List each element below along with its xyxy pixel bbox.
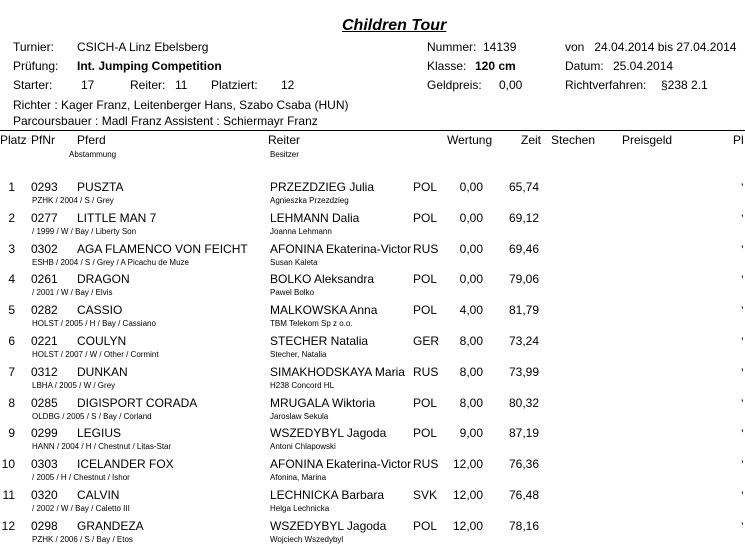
cell-pfnr: 0293	[31, 180, 58, 194]
datum-label: Datum:	[565, 59, 604, 73]
cell-pfnr: 0282	[31, 303, 58, 318]
col-abstammung: Abstammung	[69, 150, 117, 159]
cell-zeit: 81,79	[508, 303, 539, 318]
cell-pfnr: 0302	[31, 241, 58, 256]
cell-pferd: LITTLE MAN 7	[77, 210, 157, 225]
cell-abstammung: PZHK / 2006 / S / Bay / Etos	[32, 534, 133, 544]
cell-pl-mark: ’	[741, 273, 744, 288]
cell-nation: RUS	[413, 457, 439, 472]
cell-platz: 6	[8, 334, 15, 348]
cell-besitzer: Agnieszka Przezdzieg	[270, 196, 349, 205]
cell-wertung: 0,00	[459, 241, 483, 256]
cell-wertung: 8,00	[459, 364, 483, 379]
datum-value: 25.04.2014	[613, 59, 674, 73]
cell-pferd: DIGISPORT CORADA	[77, 395, 198, 410]
cell-pfnr: 0277	[31, 210, 58, 225]
cell-pfnr: 0285	[31, 395, 58, 410]
cell-pl-mark: ’	[741, 211, 744, 226]
cell-platz: 8	[8, 395, 15, 410]
cell-pferd: CALVIN	[77, 488, 120, 502]
nummer-value: 14139	[483, 40, 517, 54]
col-reiter: Reiter	[268, 133, 301, 147]
cell-zeit: 73,24	[508, 334, 539, 348]
cell-besitzer: Pawel Bolko	[270, 288, 315, 298]
cell-abstammung: ESHB / 2004 / S / Grey / A Picachu de Muze	[32, 257, 189, 267]
table-row	[0, 180, 745, 211]
cell-nation: POL	[413, 272, 438, 287]
cell-pferd: ICELANDER FOX	[77, 457, 174, 472]
cell-zeit: 76,36	[508, 457, 539, 472]
cell-pfnr: 0320	[31, 488, 58, 502]
cell-zeit: 87,19	[508, 426, 539, 441]
table-row	[0, 211, 745, 242]
cell-pfnr: 0303	[31, 457, 58, 472]
cell-platz: 3	[8, 241, 15, 256]
starter-label: Starter:	[13, 78, 53, 92]
cell-platz: 12	[1, 518, 15, 533]
cell-besitzer: TBM Telekom Sp z o.o.	[270, 319, 353, 329]
cell-pfnr: 0221	[31, 334, 58, 348]
cell-platz: 1	[8, 180, 15, 194]
cell-zeit: 80,32	[508, 395, 539, 410]
cell-wertung: 0,00	[459, 272, 483, 287]
page-title: Children Tour	[342, 17, 447, 34]
table-row	[0, 365, 745, 396]
cell-nation: POL	[413, 518, 438, 533]
cell-platz: 5	[8, 303, 15, 318]
cell-platz: 11	[2, 488, 15, 502]
cell-wertung: 9,00	[459, 426, 483, 441]
cell-abstammung: / 2002 / W / Bay / Caletto III	[32, 504, 130, 513]
cell-pferd: DUNKAN	[77, 364, 128, 379]
cell-pfnr: 0312	[31, 364, 58, 379]
cell-pl-mark: ’	[741, 427, 744, 442]
cell-abstammung: OLDBG / 2005 / S / Bay / Corland	[32, 411, 152, 421]
col-pl: Pl	[733, 133, 744, 147]
cell-besitzer: Susan Kaleta	[270, 257, 318, 267]
cell-abstammung: PZHK / 2004 / S / Grey	[32, 196, 114, 205]
table-row	[0, 303, 745, 334]
cell-reiter: LECHNICKA Barbara	[270, 488, 385, 502]
cell-pferd: LEGIUS	[77, 426, 122, 441]
cell-nation: POL	[413, 303, 438, 318]
cell-zeit: 73,99	[508, 364, 539, 379]
table-row	[0, 457, 745, 488]
cell-besitzer: Stecher, Natalia	[270, 350, 327, 359]
cell-besitzer: Helga Lechnicka	[270, 504, 330, 513]
cell-wertung: 12,00	[452, 518, 483, 533]
cell-abstammung: LBHA / 2005 / W / Grey	[32, 380, 116, 390]
cell-abstammung: HOLST / 2005 / H / Bay / Cassiano	[32, 319, 156, 329]
cell-platz: 4	[8, 272, 15, 287]
cell-wertung: 8,00	[459, 334, 483, 348]
cell-pferd: CASSIO	[77, 303, 123, 318]
geldpreis-value: 0,00	[499, 78, 523, 92]
cell-besitzer: Joanna Lehmann	[270, 226, 332, 236]
cell-zeit: 79,06	[508, 272, 539, 287]
cell-pl-mark: ’	[741, 242, 744, 257]
cell-pl-mark: ’	[741, 519, 744, 534]
table-row	[0, 334, 745, 365]
cell-platz: 7	[8, 364, 15, 379]
cell-besitzer: H238 Concord HL	[270, 380, 335, 390]
richtverfahren-value: §238 2.1	[661, 78, 708, 92]
cell-abstammung: / 1999 / W / Bay / Liberty Son	[32, 226, 137, 236]
cell-abstammung: / 2001 / W / Bay / Elvis	[32, 288, 113, 298]
col-stechen: Stechen	[551, 133, 596, 147]
turnier-label: Turnier:	[13, 40, 54, 54]
cell-wertung: 0,00	[459, 180, 483, 194]
col-preisgeld: Preisgeld	[622, 133, 673, 147]
cell-pl-mark: ’	[741, 489, 744, 503]
cell-nation: SVK	[413, 488, 438, 502]
event-dates: von 24.04.2014 bis 27.04.2014	[565, 40, 737, 54]
cell-zeit: 65,74	[508, 180, 539, 194]
cell-reiter: MALKOWSKA Anna	[270, 303, 378, 318]
cell-platz: 10	[1, 457, 15, 472]
cell-wertung: 12,00	[452, 457, 483, 472]
geldpreis-label: Geldpreis:	[427, 78, 482, 92]
cell-pferd: DRAGON	[77, 272, 130, 287]
cell-reiter: AFONINA Ekaterina-Victor	[270, 457, 412, 472]
klasse-label: Klasse:	[427, 59, 467, 73]
cell-abstammung: HOLST / 2007 / W / Other / Cormint	[32, 350, 159, 359]
col-pferd: Pferd	[77, 133, 106, 147]
cell-pfnr: 0261	[31, 272, 58, 287]
turnier-value: CSICH-A Linz Ebelsberg	[77, 40, 209, 54]
pruefung-label: Prüfung:	[13, 59, 59, 73]
col-pfnr: PfNr	[31, 133, 55, 147]
cell-reiter: BOLKO Aleksandra	[270, 272, 375, 287]
cell-besitzer: Antoni Chlapowski	[270, 442, 336, 452]
cell-zeit: 69,12	[508, 210, 539, 225]
cell-nation: POL	[413, 395, 438, 410]
table-row	[0, 519, 745, 550]
cell-pl-mark: ’	[741, 458, 744, 473]
col-wertung: Wertung	[447, 133, 493, 147]
cell-nation: GER	[413, 334, 440, 348]
cell-wertung: 4,00	[459, 303, 483, 318]
cell-zeit: 69,46	[508, 241, 539, 256]
cell-reiter: WSZEDYBYL Jagoda	[270, 518, 387, 533]
richtverfahren-label: Richtverfahren:	[565, 78, 647, 92]
platziert-label: Platziert:	[211, 78, 258, 92]
table-row	[0, 242, 745, 273]
cell-pfnr: 0298	[31, 518, 58, 533]
cell-besitzer: Wojciech Wszedybyl	[270, 534, 344, 544]
reiter-value: 11	[175, 78, 188, 92]
cell-wertung: 12,00	[452, 488, 483, 502]
cell-nation: POL	[413, 210, 438, 225]
cell-besitzer: Afonina, Marina	[270, 473, 327, 483]
nummer-label: Nummer:	[427, 40, 477, 54]
table-row	[0, 272, 745, 303]
cell-platz: 9	[8, 426, 15, 441]
cell-pl-mark: ’	[741, 365, 744, 380]
cell-pfnr: 0299	[31, 426, 58, 441]
cell-reiter: PRZEZDZIEG Julia	[270, 180, 375, 194]
header-rule	[0, 130, 745, 131]
course-designer: Parcoursbauer : Madl Franz Assistent : Schiermayr Franz	[13, 114, 318, 128]
pruefung-value: Int. Jumping Competition	[77, 59, 222, 73]
cell-pferd: PUSZTA	[77, 180, 124, 194]
cell-pferd: GRANDEZA	[77, 518, 144, 533]
cell-pl-mark: ’	[741, 181, 744, 195]
klasse-value: 120 cm	[475, 59, 516, 73]
cell-pferd: AGA FLAMENCO VON FEICHT	[77, 241, 248, 256]
cell-zeit: 78,16	[508, 518, 539, 533]
cell-reiter: WSZEDYBYL Jagoda	[270, 426, 387, 441]
col-platz: Platz	[0, 133, 27, 147]
cell-abstammung: / 2005 / H / Chestnut / Ishor	[32, 473, 130, 483]
judges: Richter : Kager Franz, Leitenberger Hans, Szabo Csaba (HUN)	[13, 98, 349, 112]
cell-nation: POL	[413, 180, 438, 194]
cell-reiter: STECHER Natalia	[270, 334, 369, 348]
cell-pferd: COULYN	[77, 334, 127, 348]
cell-nation: RUS	[413, 241, 439, 256]
cell-zeit: 76,48	[508, 488, 539, 502]
cell-besitzer: Jaroslaw Sekula	[270, 411, 329, 421]
reiter-label: Reiter:	[130, 78, 166, 92]
table-row	[0, 488, 745, 519]
cell-wertung: 0,00	[459, 210, 483, 225]
cell-reiter: LEHMANN Dalia	[270, 210, 360, 225]
platziert-value: 12	[281, 78, 295, 92]
cell-reiter: MRUGALA Wiktoria	[270, 395, 376, 410]
cell-pl-mark: ’	[741, 335, 744, 349]
cell-reiter: AFONINA Ekaterina-Victor	[270, 241, 412, 256]
col-besitzer: Besitzer	[270, 150, 299, 159]
cell-nation: POL	[413, 426, 438, 441]
col-zeit: Zeit	[521, 133, 542, 147]
cell-pl-mark: ’	[741, 304, 744, 319]
cell-abstammung: HANN / 2004 / H / Chestnut / Litas-Star	[32, 442, 172, 452]
cell-reiter: SIMAKHODSKAYA Maria	[270, 364, 405, 379]
table-row	[0, 396, 745, 427]
cell-wertung: 8,00	[459, 395, 483, 410]
cell-nation: RUS	[413, 364, 439, 379]
starter-value: 17	[81, 78, 95, 92]
table-row	[0, 426, 745, 457]
cell-pl-mark: ’	[741, 396, 744, 411]
cell-platz: 2	[8, 210, 15, 225]
